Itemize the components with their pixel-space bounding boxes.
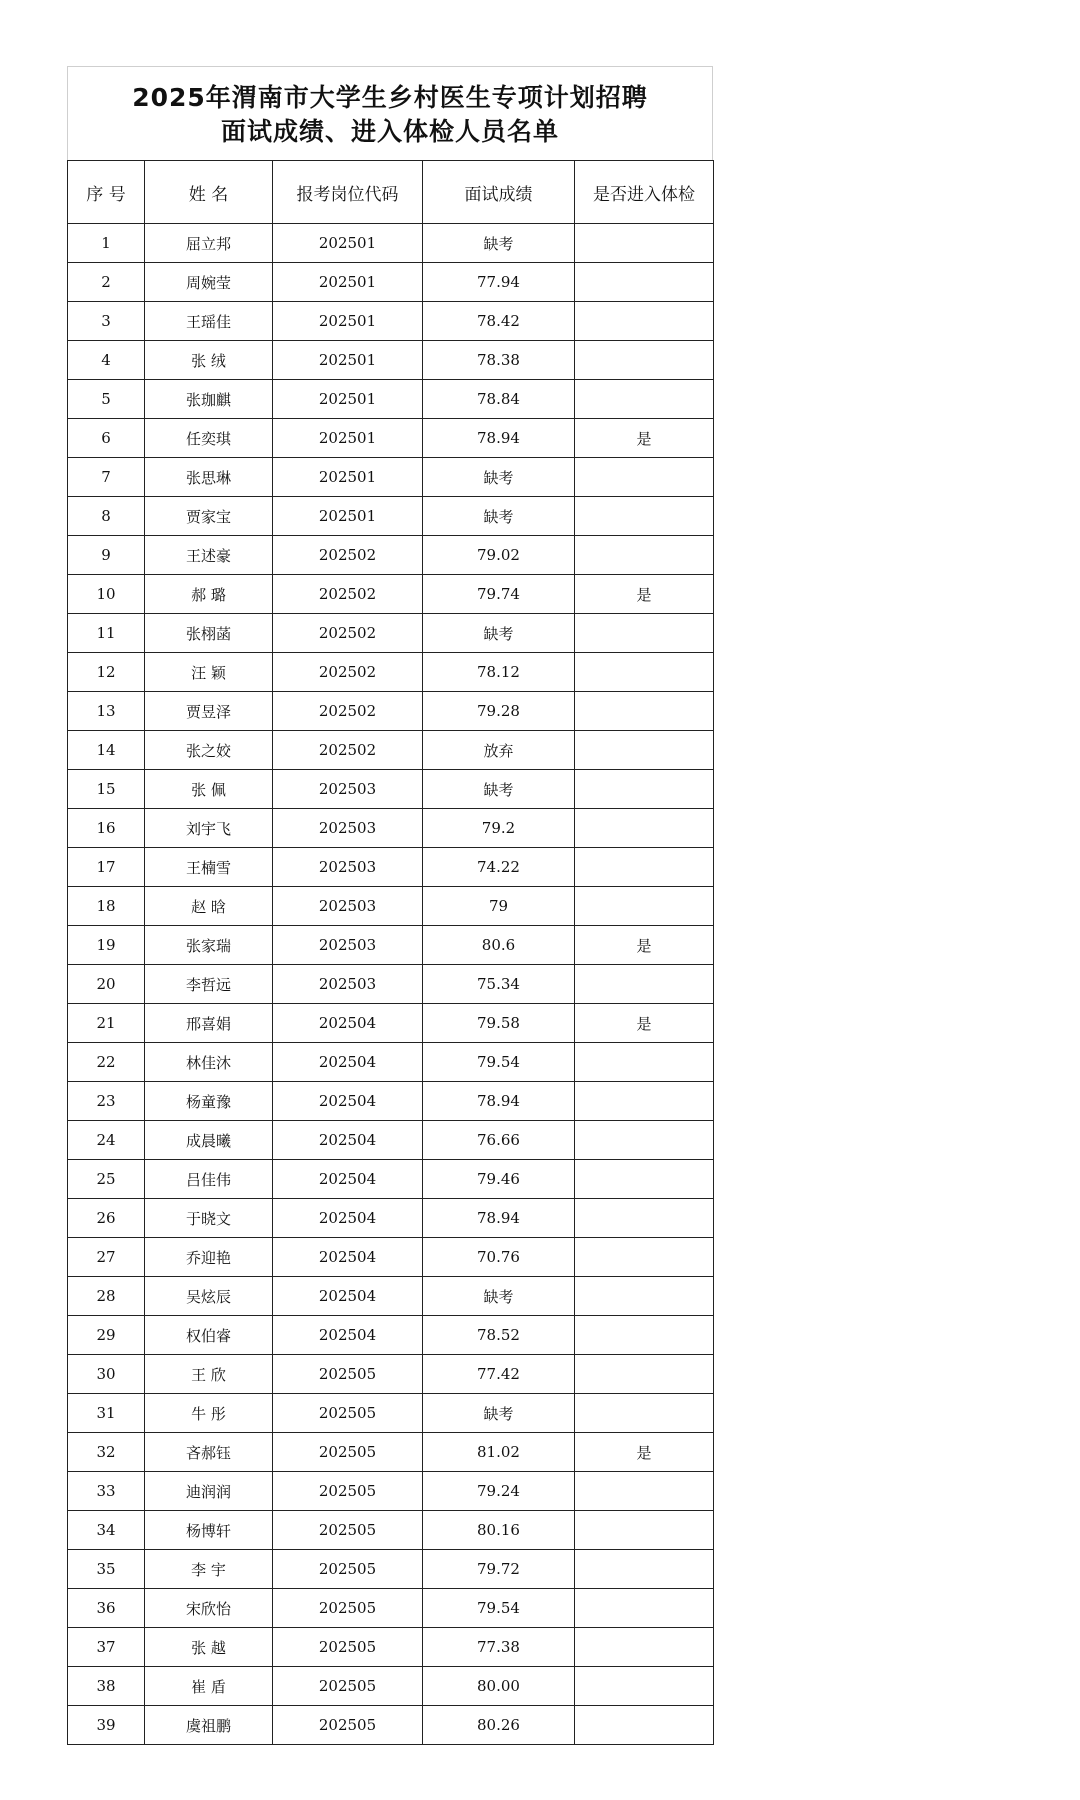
- cell-position-code: 202501: [273, 341, 423, 380]
- cell-name: 王述豪: [145, 536, 273, 575]
- cell-index: 20: [68, 965, 145, 1004]
- table-row: [68, 380, 714, 419]
- cell-position-code: 202505: [273, 1394, 423, 1433]
- cell-position-code: 202501: [273, 224, 423, 263]
- cell-score: 缺考: [423, 1277, 575, 1316]
- cell-position-code: 202503: [273, 926, 423, 965]
- cell-index: 5: [68, 380, 145, 419]
- cell-name: 周婉莹: [145, 263, 273, 302]
- cell-score: 80.6: [423, 926, 575, 965]
- cell-score: 79: [423, 887, 575, 926]
- table-row: [68, 1316, 714, 1355]
- cell-name: 王 欣: [145, 1355, 273, 1394]
- table-row: [68, 1511, 714, 1550]
- table-row: [68, 575, 714, 614]
- cell-index: 24: [68, 1121, 145, 1160]
- cell-position-code: 202505: [273, 1433, 423, 1472]
- cell-physical-exam: [575, 458, 714, 497]
- document-sheet: [67, 66, 713, 1745]
- cell-position-code: 202503: [273, 770, 423, 809]
- cell-physical-exam: [575, 965, 714, 1004]
- cell-position-code: 202505: [273, 1472, 423, 1511]
- cell-name: 吕佳伟: [145, 1160, 273, 1199]
- cell-name: 虞祖鹏: [145, 1706, 273, 1745]
- cell-physical-exam: [575, 263, 714, 302]
- cell-score: 79.72: [423, 1550, 575, 1589]
- cell-index: 17: [68, 848, 145, 887]
- cell-index: 38: [68, 1667, 145, 1706]
- cell-physical-exam: [575, 653, 714, 692]
- cell-name: 王瑶佳: [145, 302, 273, 341]
- page-subtitle: 面试成绩、进入体检人员名单: [220, 117, 559, 146]
- title-block: [67, 66, 713, 160]
- cell-index: 7: [68, 458, 145, 497]
- cell-physical-exam: 是: [575, 926, 714, 965]
- cell-index: 4: [68, 341, 145, 380]
- cell-index: 19: [68, 926, 145, 965]
- cell-name: 宋欣怡: [145, 1589, 273, 1628]
- cell-score: 78.94: [423, 1082, 575, 1121]
- cell-index: 35: [68, 1550, 145, 1589]
- table-row: [68, 1199, 714, 1238]
- cell-position-code: 202504: [273, 1160, 423, 1199]
- column-header-physical-exam: 是否进入体检: [575, 161, 714, 224]
- cell-physical-exam: [575, 341, 714, 380]
- cell-position-code: 202502: [273, 575, 423, 614]
- cell-physical-exam: [575, 1511, 714, 1550]
- cell-index: 11: [68, 614, 145, 653]
- table-row: [68, 692, 714, 731]
- cell-physical-exam: [575, 224, 714, 263]
- cell-position-code: 202504: [273, 1082, 423, 1121]
- cell-index: 37: [68, 1628, 145, 1667]
- cell-physical-exam: [575, 1589, 714, 1628]
- cell-position-code: 202502: [273, 731, 423, 770]
- cell-index: 10: [68, 575, 145, 614]
- cell-physical-exam: [575, 1706, 714, 1745]
- cell-position-code: 202501: [273, 497, 423, 536]
- table-row: [68, 1667, 714, 1706]
- cell-physical-exam: [575, 497, 714, 536]
- cell-name: 张之姣: [145, 731, 273, 770]
- table-row: [68, 1160, 714, 1199]
- cell-index: 31: [68, 1394, 145, 1433]
- cell-index: 27: [68, 1238, 145, 1277]
- cell-physical-exam: [575, 848, 714, 887]
- cell-index: 25: [68, 1160, 145, 1199]
- table-row: [68, 731, 714, 770]
- cell-score: 79.58: [423, 1004, 575, 1043]
- cell-score: 78.42: [423, 302, 575, 341]
- table-row: [68, 1394, 714, 1433]
- cell-name: 崔 盾: [145, 1667, 273, 1706]
- cell-position-code: 202504: [273, 1004, 423, 1043]
- column-header-position-code: 报考岗位代码: [273, 161, 423, 224]
- cell-name: 吴炫辰: [145, 1277, 273, 1316]
- table-row: [68, 926, 714, 965]
- cell-index: 33: [68, 1472, 145, 1511]
- cell-physical-exam: 是: [575, 1433, 714, 1472]
- cell-name: 张 佩: [145, 770, 273, 809]
- cell-score: 76.66: [423, 1121, 575, 1160]
- cell-score: 75.34: [423, 965, 575, 1004]
- cell-position-code: 202502: [273, 536, 423, 575]
- cell-position-code: 202505: [273, 1628, 423, 1667]
- cell-physical-exam: [575, 1238, 714, 1277]
- cell-physical-exam: [575, 1199, 714, 1238]
- cell-position-code: 202505: [273, 1355, 423, 1394]
- table-row: [68, 1433, 714, 1472]
- cell-index: 15: [68, 770, 145, 809]
- cell-name: 赵 晗: [145, 887, 273, 926]
- cell-physical-exam: [575, 1394, 714, 1433]
- cell-index: 30: [68, 1355, 145, 1394]
- table-row: [68, 770, 714, 809]
- cell-score: 77.42: [423, 1355, 575, 1394]
- cell-score: 79.24: [423, 1472, 575, 1511]
- cell-physical-exam: [575, 1667, 714, 1706]
- cell-position-code: 202502: [273, 614, 423, 653]
- cell-physical-exam: [575, 770, 714, 809]
- table-row: [68, 1277, 714, 1316]
- cell-position-code: 202505: [273, 1667, 423, 1706]
- cell-name: 张珈麒: [145, 380, 273, 419]
- cell-score: 79.2: [423, 809, 575, 848]
- cell-index: 26: [68, 1199, 145, 1238]
- cell-score: 79.54: [423, 1589, 575, 1628]
- cell-score: 80.16: [423, 1511, 575, 1550]
- cell-score: 缺考: [423, 614, 575, 653]
- cell-name: 林佳沐: [145, 1043, 273, 1082]
- cell-score: 78.94: [423, 419, 575, 458]
- cell-name: 张 绒: [145, 341, 273, 380]
- cell-physical-exam: 是: [575, 575, 714, 614]
- cell-score: 70.76: [423, 1238, 575, 1277]
- table-row: [68, 458, 714, 497]
- table-row: [68, 1121, 714, 1160]
- results-table: [67, 160, 714, 1745]
- cell-position-code: 202505: [273, 1511, 423, 1550]
- cell-position-code: 202502: [273, 692, 423, 731]
- cell-physical-exam: [575, 1472, 714, 1511]
- table-row: [68, 887, 714, 926]
- cell-name: 邢喜娟: [145, 1004, 273, 1043]
- cell-position-code: 202504: [273, 1199, 423, 1238]
- table-row: [68, 263, 714, 302]
- cell-score: 缺考: [423, 224, 575, 263]
- cell-physical-exam: [575, 614, 714, 653]
- cell-position-code: 202501: [273, 458, 423, 497]
- cell-index: 36: [68, 1589, 145, 1628]
- cell-position-code: 202501: [273, 302, 423, 341]
- table-row: [68, 419, 714, 458]
- cell-name: 乔迎艳: [145, 1238, 273, 1277]
- column-header-name: 姓 名: [145, 161, 273, 224]
- cell-name: 汪 颖: [145, 653, 273, 692]
- table-row: [68, 1628, 714, 1667]
- cell-physical-exam: [575, 1316, 714, 1355]
- table-row: [68, 848, 714, 887]
- cell-name: 张思琳: [145, 458, 273, 497]
- table-row: [68, 965, 714, 1004]
- table-row: [68, 1355, 714, 1394]
- cell-index: 23: [68, 1082, 145, 1121]
- cell-name: 郝 璐: [145, 575, 273, 614]
- table-row: [68, 614, 714, 653]
- table-row: [68, 341, 714, 380]
- cell-position-code: 202504: [273, 1238, 423, 1277]
- cell-physical-exam: [575, 1628, 714, 1667]
- table-row: [68, 1706, 714, 1745]
- cell-position-code: 202501: [273, 263, 423, 302]
- cell-index: 12: [68, 653, 145, 692]
- cell-physical-exam: [575, 1043, 714, 1082]
- cell-score: 79.74: [423, 575, 575, 614]
- cell-position-code: 202503: [273, 848, 423, 887]
- cell-score: 74.22: [423, 848, 575, 887]
- cell-score: 80.00: [423, 1667, 575, 1706]
- cell-position-code: 202501: [273, 419, 423, 458]
- cell-physical-exam: [575, 302, 714, 341]
- table-row: [68, 1550, 714, 1589]
- table-row: [68, 224, 714, 263]
- cell-physical-exam: 是: [575, 1004, 714, 1043]
- cell-score: 80.26: [423, 1706, 575, 1745]
- cell-score: 78.12: [423, 653, 575, 692]
- cell-index: 8: [68, 497, 145, 536]
- cell-name: 贾昱泽: [145, 692, 273, 731]
- table-row: [68, 1082, 714, 1121]
- cell-score: 缺考: [423, 458, 575, 497]
- cell-score: 放弃: [423, 731, 575, 770]
- cell-physical-exam: [575, 536, 714, 575]
- cell-index: 2: [68, 263, 145, 302]
- table-row: [68, 536, 714, 575]
- table-row: [68, 1238, 714, 1277]
- cell-position-code: 202504: [273, 1316, 423, 1355]
- cell-physical-exam: [575, 1355, 714, 1394]
- cell-index: 1: [68, 224, 145, 263]
- cell-name: 权伯睿: [145, 1316, 273, 1355]
- table-row: [68, 1043, 714, 1082]
- cell-index: 22: [68, 1043, 145, 1082]
- cell-physical-exam: [575, 731, 714, 770]
- cell-index: 29: [68, 1316, 145, 1355]
- cell-name: 李哲远: [145, 965, 273, 1004]
- table-row: [68, 653, 714, 692]
- cell-position-code: 202505: [273, 1550, 423, 1589]
- cell-score: 78.52: [423, 1316, 575, 1355]
- cell-name: 杨童豫: [145, 1082, 273, 1121]
- cell-index: 39: [68, 1706, 145, 1745]
- cell-score: 77.94: [423, 263, 575, 302]
- cell-score: 77.38: [423, 1628, 575, 1667]
- cell-name: 张栩菡: [145, 614, 273, 653]
- cell-index: 32: [68, 1433, 145, 1472]
- cell-score: 缺考: [423, 1394, 575, 1433]
- cell-score: 79.54: [423, 1043, 575, 1082]
- table-body: [68, 224, 714, 1745]
- column-header-index: 序 号: [68, 161, 145, 224]
- cell-index: 13: [68, 692, 145, 731]
- page-title: 2025年渭南市大学生乡村医生专项计划招聘: [132, 83, 648, 112]
- table-row: [68, 1004, 714, 1043]
- cell-index: 14: [68, 731, 145, 770]
- cell-physical-exam: [575, 380, 714, 419]
- cell-name: 任奕琪: [145, 419, 273, 458]
- table-row: [68, 302, 714, 341]
- table-row: [68, 497, 714, 536]
- cell-name: 贾家宝: [145, 497, 273, 536]
- cell-score: 81.02: [423, 1433, 575, 1472]
- table-header-row: [68, 161, 714, 224]
- cell-physical-exam: [575, 809, 714, 848]
- cell-score: 缺考: [423, 770, 575, 809]
- table-row: [68, 1472, 714, 1511]
- cell-position-code: 202503: [273, 965, 423, 1004]
- cell-name: 吝郝钰: [145, 1433, 273, 1472]
- table-row: [68, 1589, 714, 1628]
- cell-name: 屈立邦: [145, 224, 273, 263]
- table-row: [68, 809, 714, 848]
- cell-name: 牛 彤: [145, 1394, 273, 1433]
- cell-index: 34: [68, 1511, 145, 1550]
- cell-physical-exam: [575, 1082, 714, 1121]
- cell-index: 3: [68, 302, 145, 341]
- cell-score: 78.94: [423, 1199, 575, 1238]
- cell-position-code: 202505: [273, 1589, 423, 1628]
- cell-score: 79.28: [423, 692, 575, 731]
- cell-name: 成晨曦: [145, 1121, 273, 1160]
- cell-physical-exam: [575, 1160, 714, 1199]
- cell-index: 18: [68, 887, 145, 926]
- cell-score: 缺考: [423, 497, 575, 536]
- cell-physical-exam: [575, 692, 714, 731]
- cell-physical-exam: [575, 1277, 714, 1316]
- cell-physical-exam: [575, 887, 714, 926]
- cell-score: 78.38: [423, 341, 575, 380]
- cell-index: 28: [68, 1277, 145, 1316]
- cell-name: 杨博轩: [145, 1511, 273, 1550]
- cell-name: 李 宇: [145, 1550, 273, 1589]
- cell-score: 78.84: [423, 380, 575, 419]
- column-header-score: 面试成绩: [423, 161, 575, 224]
- cell-physical-exam: [575, 1550, 714, 1589]
- cell-position-code: 202502: [273, 653, 423, 692]
- cell-index: 9: [68, 536, 145, 575]
- cell-physical-exam: [575, 1121, 714, 1160]
- cell-index: 6: [68, 419, 145, 458]
- cell-index: 21: [68, 1004, 145, 1043]
- cell-name: 迪润润: [145, 1472, 273, 1511]
- cell-name: 张 越: [145, 1628, 273, 1667]
- cell-name: 刘宇飞: [145, 809, 273, 848]
- cell-index: 16: [68, 809, 145, 848]
- cell-position-code: 202504: [273, 1043, 423, 1082]
- cell-name: 于晓文: [145, 1199, 273, 1238]
- cell-position-code: 202501: [273, 380, 423, 419]
- cell-position-code: 202503: [273, 809, 423, 848]
- cell-physical-exam: 是: [575, 419, 714, 458]
- cell-score: 79.46: [423, 1160, 575, 1199]
- cell-name: 张家瑞: [145, 926, 273, 965]
- cell-position-code: 202504: [273, 1121, 423, 1160]
- cell-score: 79.02: [423, 536, 575, 575]
- cell-position-code: 202503: [273, 887, 423, 926]
- cell-name: 王楠雪: [145, 848, 273, 887]
- cell-position-code: 202505: [273, 1706, 423, 1745]
- cell-position-code: 202504: [273, 1277, 423, 1316]
